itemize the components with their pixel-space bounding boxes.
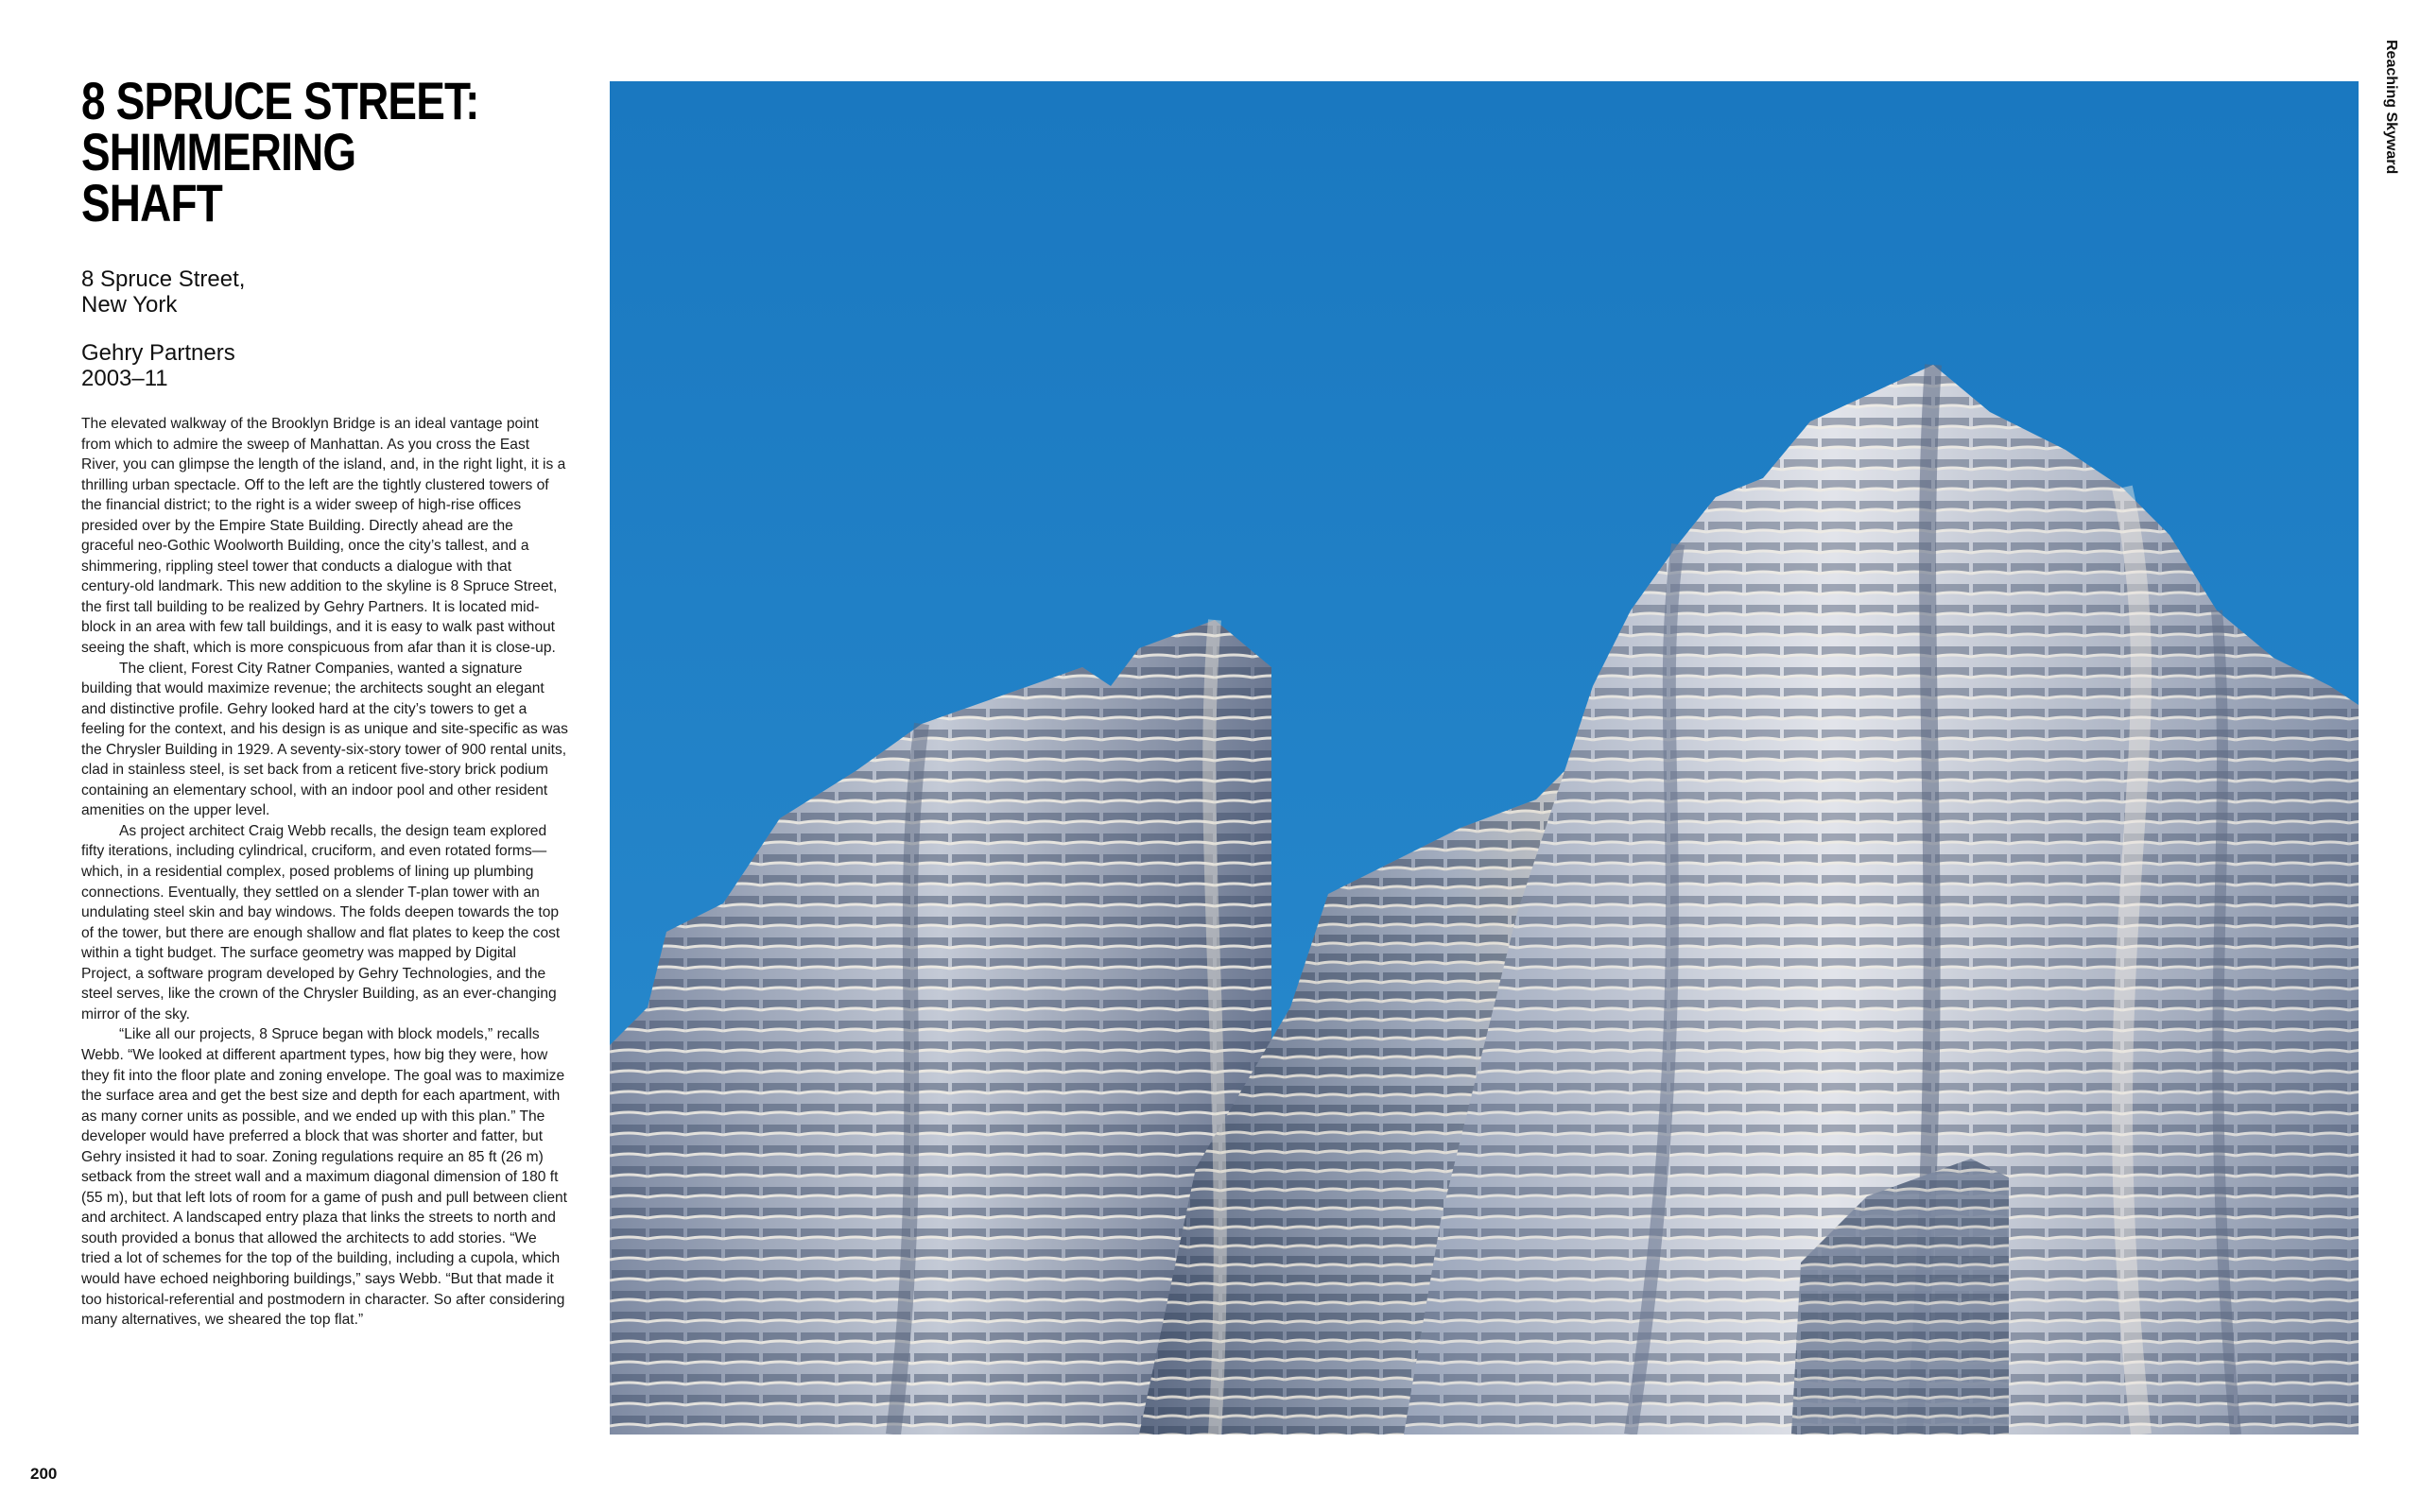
text-column <box>81 71 568 1331</box>
page-number: 200 <box>30 1465 58 1483</box>
location-line-2: New York <box>81 292 178 318</box>
title-line-2: SHIMMERING SHAFT <box>81 122 356 232</box>
title-line-1: 8 SPRUCE STREET: <box>81 71 479 130</box>
page-title <box>81 71 500 232</box>
running-section-label <box>2382 40 2411 229</box>
architect-name: Gehry Partners <box>81 340 235 366</box>
article-body <box>81 414 568 1331</box>
photo-illustration <box>610 81 2359 1435</box>
section-label-text: Reaching Skyward <box>2383 40 2399 175</box>
building-photograph <box>610 81 2359 1435</box>
building-location <box>81 266 568 318</box>
project-years: 2003–11 <box>81 366 168 391</box>
body-paragraph-4: “Like all our projects, 8 Spruce began with block models,” recalls Webb. “We looked at different apartment types, how big they were, how they fit into the floor plate and zoning envelope. The goal was to maximize the surface area and get the best size and depth for each apartment, with as many corner units as possible, and we ended up with this plan.” The developer would have preferred a block that was shorter and fatter, but Gehry insisted it had to soar. Zoning regulations require an 85 ft (26 m) setback from the street wall and a maximum diagonal dimension of 180 ft (55 m), but that left lots of room for a game of push and pull between client and architect. A landscaped entry plaza that links the streets to north and south provided a bonus that allowed the architects to add stories. “We tried a lot of schemes for the top of the building, including a cupola, which would have echoed neighboring buildings,” says Webb. “But that made it too historical-referential and postmodern in character. So after considering many alternatives, we sheared the top flat.” <box>81 1026 568 1329</box>
location-line-1: 8 Spruce Street, <box>81 266 246 292</box>
building-credits <box>81 340 568 391</box>
body-paragraph-2: The client, Forest City Ratner Companies, wanted a signature building that would maximize revenue; the architects sought an elegant and distinctive profile. Gehry looked hard at the city’s towers to get a feeling for the context, and his design is as unique and site-specific as was the Chrysler Building in 1929. A seventy-six-story tower of 900 rental units, clad in stainless steel, is set back from a reticent five-story brick podium containing an elementary school, with an indoor pool and other resident amenities on the upper level. <box>81 660 568 819</box>
body-paragraph-3: As project architect Craig Webb recalls, the design team explored fifty iterations, including cylindrical, cruciform, and even rotated forms—which, in a residential complex, posed problems of lining up plumbing connections. Eventually, they settled on a slender T-plan tower with an undulating steel skin and bay windows. The folds deepen towards the top of the tower, but there are enough shallow and flat plates to keep the cost within a tight budget. The surface geometry was mapped by Digital Project, a software program developed by Gehry Technologies, and the steel serves, like the crown of the Chrysler Building, as an ever-changing mirror of the sky. <box>81 822 561 1022</box>
body-paragraph-1: The elevated walkway of the Brooklyn Bridge is an ideal vantage point from which to admire the sweep of Manhattan. As you cross the East River, you can glimpse the length of the island, and, in the right light, it is a thrilling urban spectacle. Off to the left are the tightly clustered towers of the financial district; to the right is a wider sweep of high-rise offices presided over by the Empire State Building. Directly ahead are the graceful neo-Gothic Woolworth Building, once the city’s tallest, and a shimmering, rippling steel tower that conducts a dialogue with that century-old landmark. This new addition to the skyline is 8 Spruce Street, the first tall building to be realized by Gehry Partners. It is located mid-block in an area with few tall buildings, and it is easy to walk past without seeing the shaft, which is more conspicuous from afar than it is close-up. <box>81 416 566 657</box>
